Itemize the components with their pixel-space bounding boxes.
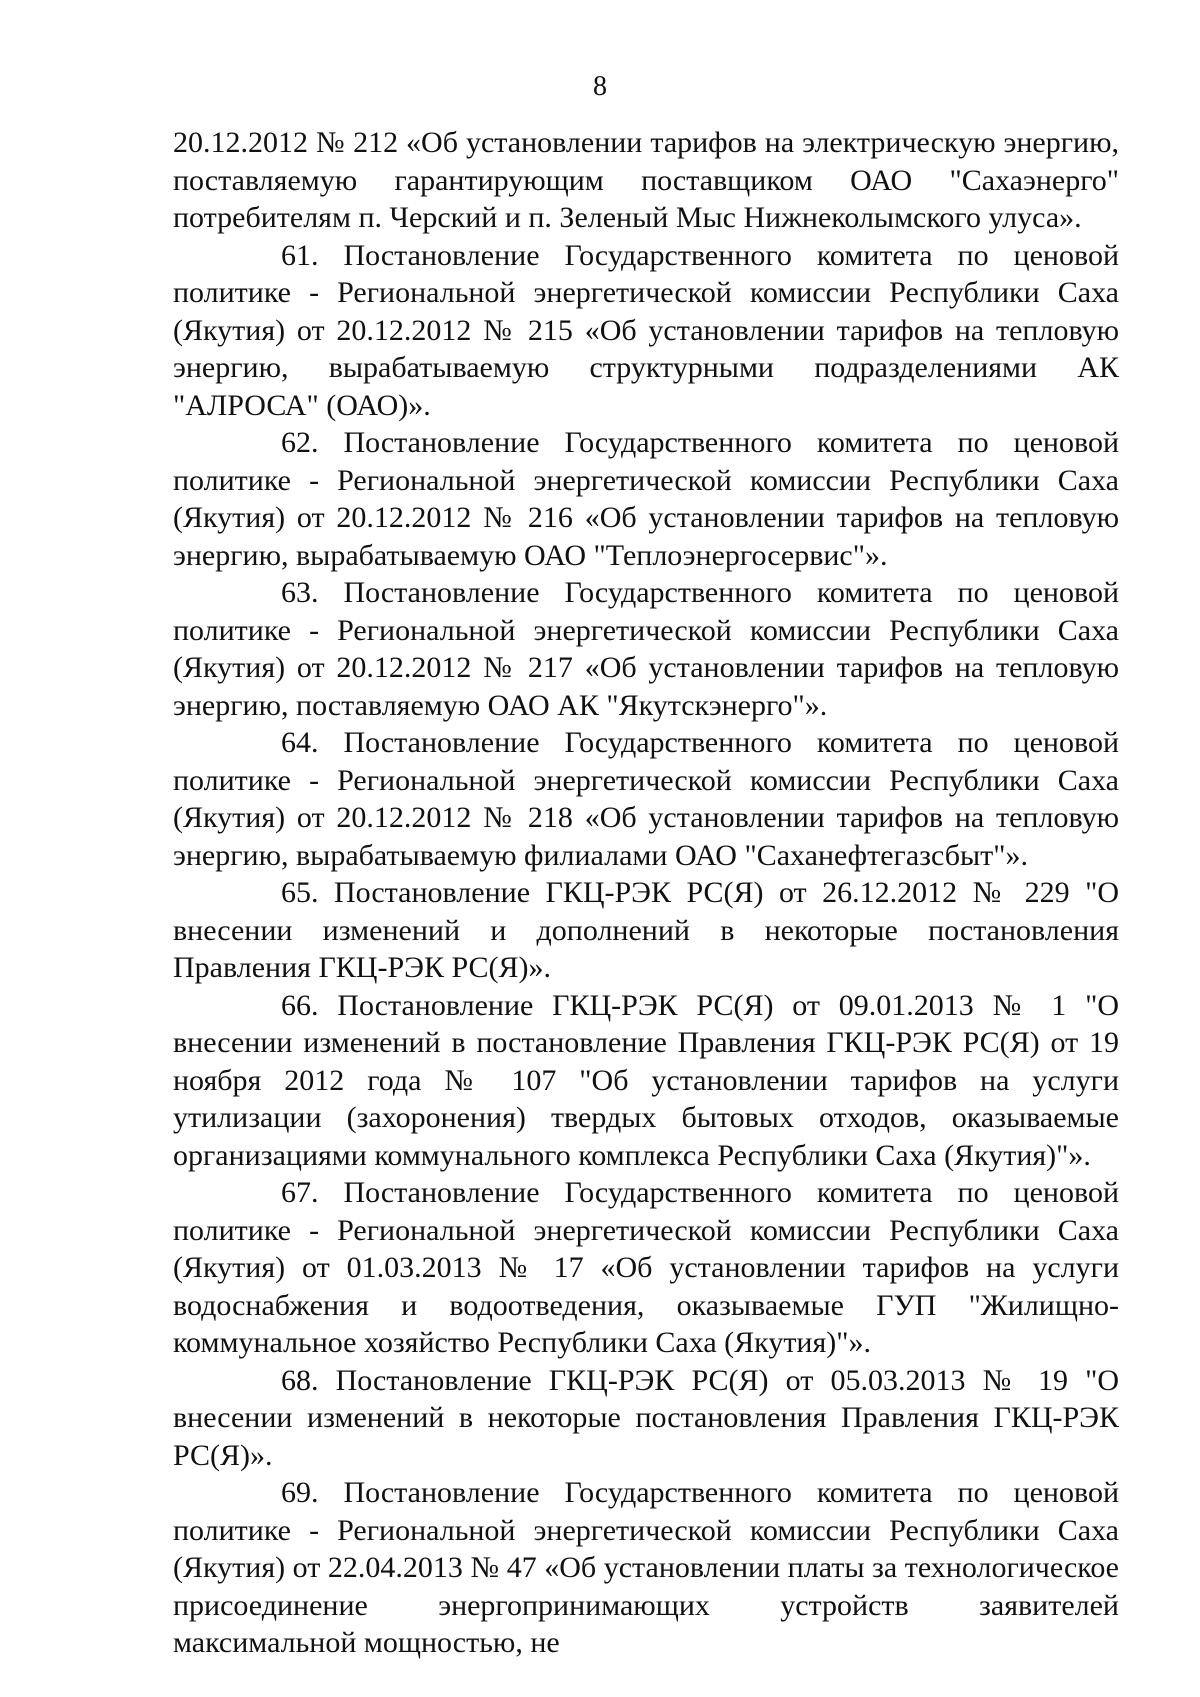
paragraph-item-62: 62. Постановление Государственного комитета по ценовой политике - Региональной энергетической комиссии Республики Саха (Якутия) от 20.12.2012 № 216 «Об установлении тарифов на тепловую энергию, вырабатываемую ОАО "Теплоэнергосервис"». (173, 426, 1119, 572)
paragraph-item-67: 67. Постановление Государственного комитета по ценовой политике - Региональной энергетической комиссии Республики Саха (Якутия) от 01.03.2013 № 17 «Об установлении тарифов на услуги водоснабжения и водоотведения, оказываемые ГУП "Жилищно-коммунальное хозяйство Республики Саха (Якутия)"». (173, 1176, 1119, 1359)
paragraph-item-66: 66. Постановление ГКЦ-РЭК РС(Я) от 09.01.2013 № 1 "О внесении изменений в постановление Правления ГКЦ-РЭК РС(Я) от 19 ноября 2012 года № 107 "Об установлении тарифов на услуги утилизации (захоронения) твердых бытовых отходов, оказываемые организациями коммунального комплекса Республики Саха (Якутия)"». (173, 988, 1119, 1172)
paragraph-item-69: 69. Постановление Государственного комитета по ценовой политике - Региональной энергетической комиссии Республики Саха (Якутия) от 22.04.2013 № 47 «Об установлении платы за технологическое присоединение энергопринимающих устройств заявителей максимальной мощностью, не (173, 1476, 1119, 1659)
paragraph-continuation: 20.12.2012 № 212 «Об установлении тарифов на электрическую энергию, поставляемую гарантирующим поставщиком ОАО "Сахаэнерго" потребителям п. Черский и п. Зеленый Мыс Нижнеколымского улуса». (173, 126, 1119, 234)
page-number: 8 (593, 71, 607, 102)
document-body (173, 124, 1119, 1662)
paragraph-item-65: 65. Постановление ГКЦ-РЭК РС(Я) от 26.12.2012 № 229 "О внесении изменений и дополнений в некоторые постановления Правления ГКЦ-РЭК РС(Я)». (173, 876, 1119, 984)
paragraph-item-64: 64. Постановление Государственного комитета по ценовой политике - Региональной энергетической комиссии Республики Саха (Якутия) от 20.12.2012 № 218 «Об установлении тарифов на тепловую энергию, вырабатываемую филиалами ОАО "Саханефтегазсбыт"». (173, 726, 1119, 872)
paragraph-item-68: 68. Постановление ГКЦ-РЭК РС(Я) от 05.03.2013 № 19 "О внесении изменений в некоторые постановления Правления ГКЦ-РЭК РС(Я)». (173, 1363, 1119, 1472)
paragraph-item-63: 63. Постановление Государственного комитета по ценовой политике - Региональной энергетической комиссии Республики Саха (Якутия) от 20.12.2012 № 217 «Об установлении тарифов на тепловую энергию, поставляемую ОАО АК "Якутскэнерго"». (173, 576, 1119, 722)
paragraph-item-61: 61. Постановление Государственного комитета по ценовой политике - Региональной энергетической комиссии Республики Саха (Якутия) от 20.12.2012 № 215 «Об установлении тарифов на тепловую энергию, вырабатываемую структурными подразделениями АК "АЛРОСА" (ОАО)». (173, 238, 1119, 422)
